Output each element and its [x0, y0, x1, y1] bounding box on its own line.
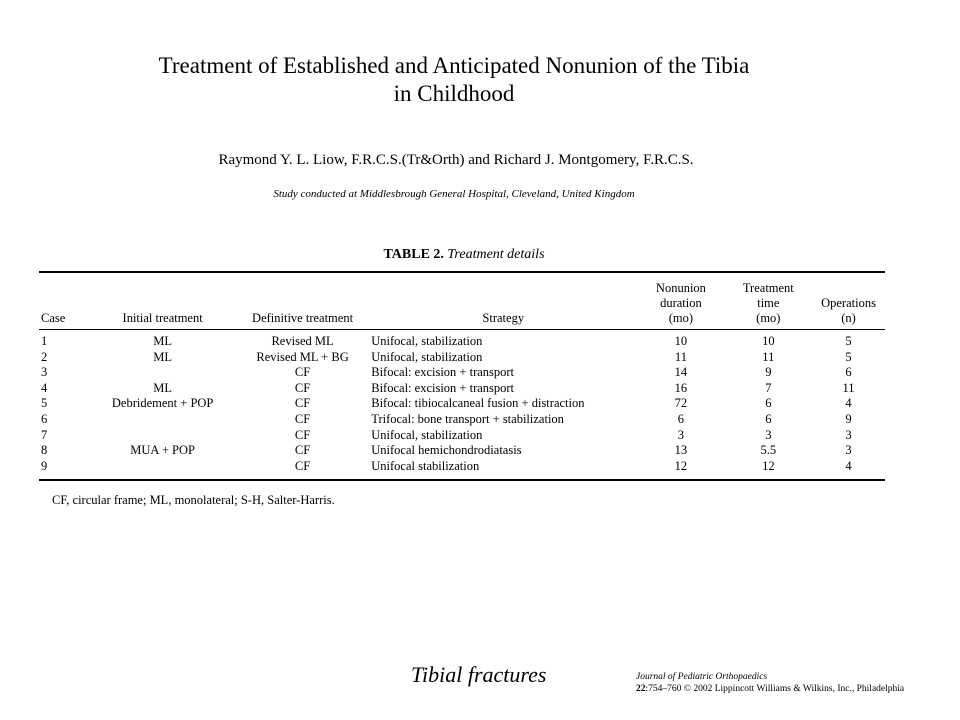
cell-case: 2	[41, 349, 48, 364]
cell-time: 9	[765, 365, 772, 380]
header-strategy: Strategy	[367, 272, 637, 330]
cell-strategy: Unifocal hemichondrodiatasis	[371, 443, 522, 458]
cell-operations: 6	[845, 365, 852, 380]
cell-initial-treatment: ML	[153, 380, 172, 395]
cell-time: 7	[765, 380, 772, 395]
cell-case: 7	[41, 427, 48, 442]
cell-duration: 6	[677, 411, 685, 426]
journal-citation	[636, 671, 904, 695]
affiliation: Study conducted at Middlesbrough General Hospital, Cleveland, United Kingdom	[273, 188, 635, 200]
cell-time: 12	[762, 458, 775, 473]
cell-case: 9	[41, 458, 48, 473]
cell-operations: 5	[845, 334, 852, 348]
cell-duration: 10	[674, 334, 688, 348]
cell-initial-treatment	[87, 412, 237, 428]
cell-definitive-treatment: CF	[294, 380, 311, 395]
cell-duration: 12	[674, 458, 688, 473]
cell-case: 4	[41, 380, 48, 395]
table-row	[39, 412, 885, 428]
table-header-row	[39, 272, 885, 330]
slide-caption: Tibial fractures	[411, 662, 547, 687]
table-caption	[0, 247, 928, 263]
cell-time: 6	[765, 396, 772, 411]
table-number: TABLE 2.	[383, 247, 444, 262]
paper-title	[0, 52, 908, 108]
cell-definitive-treatment: Revised ML + BG	[256, 349, 349, 364]
journal-volume: 22	[636, 684, 646, 694]
cell-initial-treatment: ML	[153, 349, 172, 364]
table-row	[39, 330, 885, 350]
table-name: Treatment details	[447, 247, 545, 262]
table-row	[39, 459, 885, 481]
cell-operations: 11	[842, 380, 855, 395]
cell-duration: 11	[674, 349, 687, 364]
cell-definitive-treatment: CF	[294, 365, 311, 380]
cell-time: 5.5	[760, 443, 777, 458]
paper-title-line-1: Treatment of Established and Anticipated Nonunion of the Tibia	[158, 53, 750, 78]
header-definitive-treatment: Definitive treatment	[238, 272, 367, 330]
header-initial-treatment: Initial treatment	[87, 272, 237, 330]
cell-time: 3	[765, 427, 772, 442]
cell-strategy: Unifocal, stabilization	[371, 427, 483, 442]
cell-definitive-treatment: Revised ML	[271, 334, 334, 348]
cell-initial-treatment: Debridement + POP	[111, 396, 214, 411]
journal-pages-copyright: :754–760 © 2002 Lippincott Williams & Wilkins, Inc., Philadelphia	[645, 684, 905, 694]
journal-reference	[636, 683, 904, 695]
journal-name: Journal of Pediatric Orthopaedics	[636, 672, 768, 682]
table-row	[39, 350, 885, 366]
cell-time: 10	[762, 334, 775, 348]
cell-case: 1	[41, 334, 48, 348]
table-row	[39, 396, 885, 412]
cell-definitive-treatment: CF	[294, 443, 311, 458]
cell-operations: 3	[845, 443, 852, 458]
header-operations-line-1: Operations	[821, 296, 876, 310]
paper-title-line-2: in Childhood	[393, 81, 515, 106]
cell-case: 8	[41, 443, 48, 458]
cell-case: 5	[41, 396, 48, 411]
cell-duration: 16	[674, 380, 688, 395]
cell-duration: 3	[677, 427, 685, 442]
header-duration-line-3: (mo)	[668, 311, 694, 325]
table-footnote: CF, circular frame; ML, monolateral; S-H, Salter-Harris.	[52, 493, 335, 507]
table-row	[39, 381, 885, 397]
cell-definitive-treatment: CF	[294, 411, 311, 426]
cell-definitive-treatment: CF	[294, 458, 311, 473]
cell-strategy: Unifocal stabilization	[371, 458, 480, 473]
cell-initial-treatment: ML	[153, 334, 172, 348]
cell-operations: 3	[845, 427, 852, 442]
cell-strategy: Unifocal, stabilization	[371, 349, 483, 364]
cell-initial-treatment	[87, 428, 237, 444]
cell-definitive-treatment: CF	[294, 396, 311, 411]
cell-strategy: Unifocal, stabilization	[371, 334, 483, 348]
table-row	[39, 365, 885, 381]
header-duration-line-1: Nonunion	[655, 281, 706, 295]
treatment-table	[39, 271, 885, 481]
cell-operations: 9	[845, 411, 852, 426]
table-row	[39, 428, 885, 444]
cell-strategy: Bifocal: excision + transport	[371, 365, 515, 380]
cell-operations: 5	[845, 349, 852, 364]
cell-definitive-treatment: CF	[294, 427, 311, 442]
cell-time: 11	[762, 349, 775, 364]
cell-operations: 4	[845, 458, 852, 473]
cell-case: 3	[41, 365, 48, 380]
header-operations-line-2: (n)	[841, 311, 856, 325]
cell-duration: 13	[674, 443, 688, 458]
cell-initial-treatment: MUA + POP	[130, 443, 195, 458]
cell-time: 6	[765, 411, 772, 426]
header-time-line-1: Treatment	[742, 281, 794, 295]
cell-strategy: Trifocal: bone transport + stabilization	[371, 411, 564, 426]
header-time-line-3: (mo)	[756, 311, 781, 325]
cell-strategy: Bifocal: excision + transport	[371, 380, 515, 395]
cell-duration: 72	[674, 396, 688, 411]
cell-case: 6	[41, 411, 48, 426]
header-operations	[812, 272, 885, 330]
cell-strategy: Bifocal: tibiocalcaneal fusion + distraction	[371, 396, 585, 411]
header-time-line-2: time	[757, 296, 780, 310]
table-row	[39, 443, 885, 459]
header-treatment-time	[725, 272, 812, 330]
header-case: Case	[39, 272, 87, 330]
cell-initial-treatment	[87, 459, 237, 481]
cell-initial-treatment	[87, 365, 237, 381]
cell-duration: 14	[674, 365, 688, 380]
header-duration-line-2: duration	[660, 296, 702, 310]
cell-operations: 4	[845, 396, 852, 411]
header-nonunion-duration	[637, 272, 724, 330]
authors: Raymond Y. L. Liow, F.R.C.S.(Tr&Orth) and Richard J. Montgomery, F.R.C.S.	[218, 152, 694, 168]
